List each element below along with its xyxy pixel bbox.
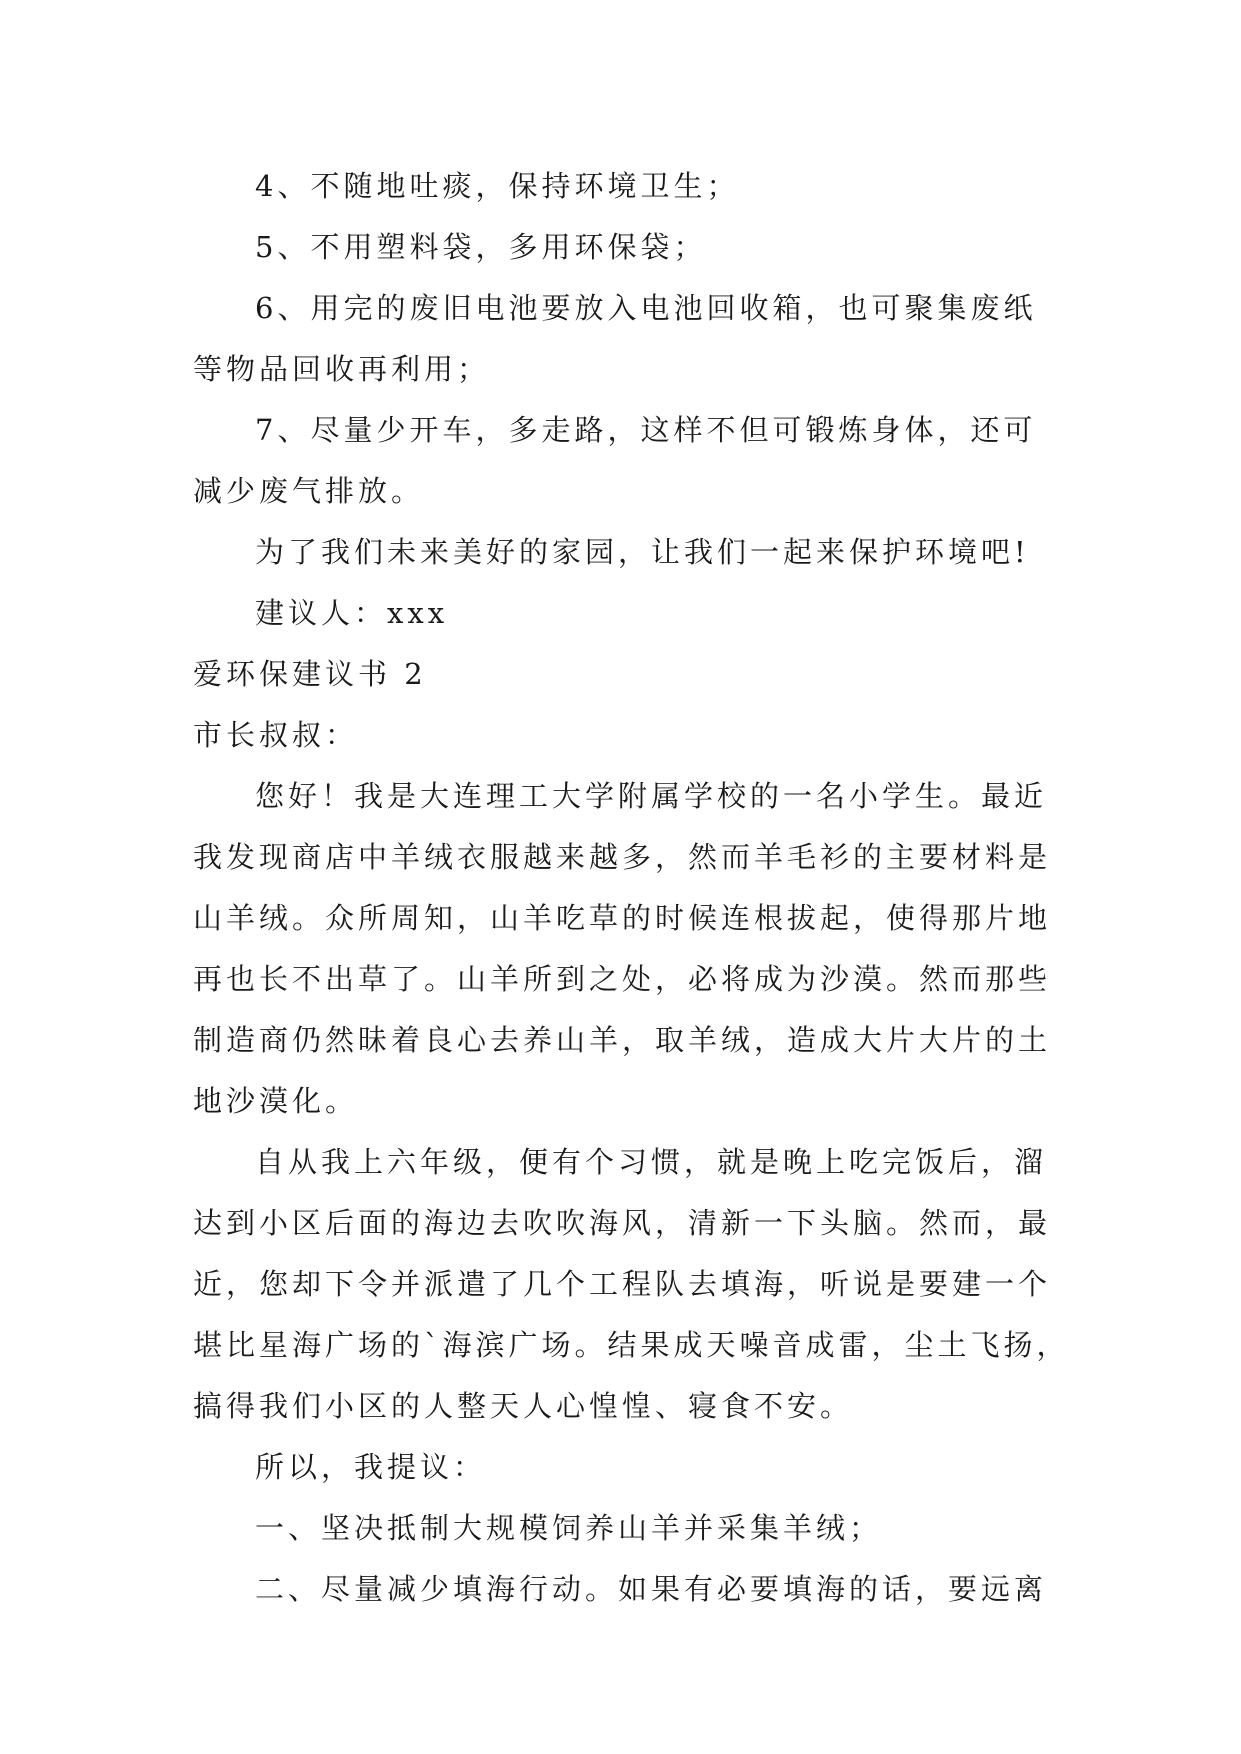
text-line: 山羊绒。众所周知，山羊吃草的时候连根拔起，使得那片地 (193, 901, 1052, 935)
text-line: 堪比星海广场的`海滨广场。结果成天噪音成雷，尘土飞扬， (193, 1328, 1070, 1362)
text-line: 减少废气排放。 (193, 474, 425, 508)
document-body (193, 156, 1070, 1620)
text-line: 我发现商店中羊绒衣服越来越多，然而羊毛衫的主要材料是 (193, 840, 1052, 874)
text-line: 为了我们未来美好的家园，让我们一起来保护环境吧! (255, 535, 1030, 569)
text-line: 您好！我是大连理工大学附属学校的一名小学生。最近 (255, 779, 1048, 813)
text-line: 地沙漠化。 (193, 1084, 359, 1118)
text-line: 搞得我们小区的人整天人心惶惶、寝食不安。 (193, 1389, 854, 1423)
text-line: 5、不用塑料袋，多用环保袋； (255, 230, 707, 264)
text-line: 近，您却下令并派遣了几个工程队去填海，听说是要建一个 (193, 1267, 1052, 1301)
text-line: 二、尽量减少填海行动。如果有必要填海的话，要远离 (255, 1572, 1048, 1606)
text-line: 制造商仍然昧着良心去养山羊，取羊绒，造成大片大片的土 (193, 1023, 1052, 1057)
text-line: 4、不随地吐痰，保持环境卫生； (255, 169, 740, 203)
text-line: 6、用完的废旧电池要放入电池回收箱，也可聚集废纸 (255, 291, 1037, 325)
section-title: 爱环保建议书 2 (193, 657, 427, 691)
text-line: 等物品回收再利用； (193, 352, 491, 386)
text-line: 7、尽量少开车，多走路，这样不但可锻炼身体，还可 (255, 413, 1037, 447)
salutation: 市长叔叔： (193, 718, 359, 752)
signature-line: 建议人：xxx (255, 596, 449, 630)
text-line: 再也长不出草了。山羊所到之处，必将成为沙漠。然而那些 (193, 962, 1052, 996)
text-line: 所以，我提议： (255, 1450, 487, 1484)
text-line: 自从我上六年级，便有个习惯，就是晚上吃完饭后，溜 (255, 1145, 1048, 1179)
text-line: 达到小区后面的海边去吹吹海风，清新一下头脑。然而，最 (193, 1206, 1052, 1240)
text-line: 一、坚决抵制大规模饲养山羊并采集羊绒； (255, 1511, 883, 1545)
